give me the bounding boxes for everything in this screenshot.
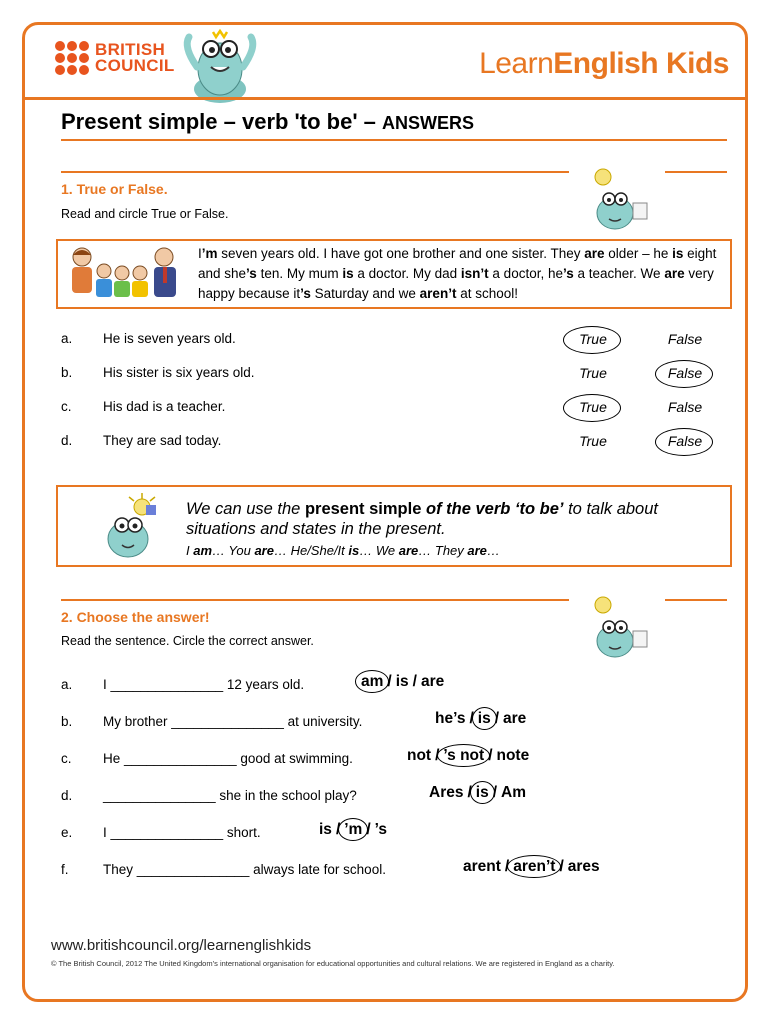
section1-story-run: a doctor, he <box>488 266 563 281</box>
answer-choice[interactable]: arent <box>463 858 501 875</box>
section2-instruction: Read the sentence. Circle the correct answer. <box>61 634 314 648</box>
tf-letter: b. <box>61 365 73 380</box>
note-post: to talk about situations and states in the present. <box>186 500 658 538</box>
section1-story-run: a teacher. We <box>573 266 665 281</box>
tf-sentence: His sister is six years old. <box>103 365 255 380</box>
answer-choices <box>429 784 526 802</box>
note-sub-run: am <box>193 543 213 558</box>
tf-question-row <box>61 399 731 421</box>
choose-question-row <box>61 823 741 847</box>
section1-story-run: ’m <box>201 246 218 261</box>
tf-letter: a. <box>61 331 73 346</box>
tf-question-row <box>61 433 731 455</box>
section1-story-run: ’s <box>300 286 311 301</box>
true-option[interactable]: True <box>579 433 607 449</box>
choice-separator: / <box>435 747 440 764</box>
choice-separator: / <box>469 710 474 727</box>
monster-lightbulb-note-icon <box>98 493 178 561</box>
choice-separator: / <box>467 784 472 801</box>
answer-choice[interactable]: are <box>420 673 445 690</box>
note-sub-run: … You <box>212 543 255 558</box>
monster-mascot-icon <box>175 27 265 107</box>
header <box>25 25 745 103</box>
section1-story-run: aren’t <box>419 286 457 301</box>
false-option[interactable]: False <box>657 433 713 449</box>
answer-choices <box>361 673 444 691</box>
section1-story-run: Saturday and we <box>310 286 420 301</box>
section1-title: 1. True or False. <box>61 181 168 197</box>
choose-question-row <box>61 860 741 884</box>
section2-divider-right <box>665 599 727 601</box>
section1-instruction: Read and circle True or False. <box>61 207 229 221</box>
false-option[interactable]: False <box>667 399 703 415</box>
choose-question-row <box>61 786 741 810</box>
answer-choices <box>435 710 526 728</box>
title-divider <box>61 139 727 141</box>
answer-choice[interactable]: note <box>496 747 530 764</box>
answer-choice[interactable]: is <box>475 784 489 801</box>
choice-separator: / <box>366 821 371 838</box>
note-sub-run: are <box>254 543 274 558</box>
answer-choice[interactable]: not <box>407 747 432 764</box>
choose-letter: f. <box>61 862 69 877</box>
section1-story-run: at school! <box>456 286 518 301</box>
answer-choice[interactable]: are <box>503 710 527 727</box>
answer-choice[interactable]: is <box>319 821 332 838</box>
tf-sentence: He is seven years old. <box>103 331 236 346</box>
answer-choice[interactable]: am <box>361 673 384 690</box>
section1-story-run: a doctor. My dad <box>353 266 461 281</box>
footer-copyright: © The British Council, 2012 The United Kingdom’s international organisation for educational opportunities and cultural relations. We are registered in England as a charity. <box>51 959 615 968</box>
note-pre: We can use the <box>186 500 305 518</box>
tf-sentence: They are sad today. <box>103 433 222 448</box>
choice-separator: / <box>387 673 392 690</box>
section1-story-run: are <box>584 246 605 261</box>
section1-story-run: seven years old. I have got one brother and one sister. They <box>217 246 585 261</box>
page-title <box>61 109 474 135</box>
choice-separator: / <box>335 821 341 838</box>
choose-question-row <box>61 749 741 773</box>
section2-divider-left <box>61 599 569 601</box>
section1-story-run: ten. My mum <box>256 266 343 281</box>
note-sub-run: are <box>398 543 419 558</box>
section1-story-run: older – he <box>604 246 673 261</box>
note-sub-run: … We <box>359 543 399 558</box>
section1-story-run: are <box>664 266 685 281</box>
choose-sentence: I _______________ 12 years old. <box>103 677 305 692</box>
tf-question-row <box>61 331 731 353</box>
footer-url[interactable]: www.britishcouncil.org/learnenglishkids <box>51 937 312 954</box>
lek-learn: Learn <box>479 47 554 80</box>
british-council-logo <box>55 41 175 75</box>
monster-lightbulb-2-icon <box>573 591 659 661</box>
answer-choice[interactable]: he’s <box>435 710 466 727</box>
note-sub-run: … He/She/It <box>273 543 349 558</box>
choose-sentence: _______________ she in the school play? <box>103 788 357 803</box>
lek-english: English <box>553 47 659 80</box>
answer-choice[interactable]: Am <box>501 784 527 801</box>
choose-letter: d. <box>61 788 73 803</box>
choice-separator: / <box>559 858 564 875</box>
choose-sentence: My brother _______________ at university. <box>103 714 363 729</box>
false-option[interactable]: False <box>657 365 713 381</box>
section1-story-run: ’s <box>562 266 574 281</box>
answer-choice[interactable]: is <box>395 673 409 690</box>
true-option[interactable]: True <box>565 331 621 347</box>
note-sub-run: is <box>348 543 360 558</box>
choose-letter: b. <box>61 714 73 729</box>
grammar-note-text <box>186 499 726 539</box>
choose-letter: c. <box>61 751 72 766</box>
worksheet-frame <box>22 22 748 1002</box>
choose-sentence: They _______________ always late for school. <box>103 862 386 877</box>
note-sub-run: … <box>486 543 500 558</box>
choice-separator: / <box>504 858 510 875</box>
answer-choices <box>407 747 529 765</box>
section1-story-run: is <box>342 266 354 281</box>
answer-choice[interactable]: is <box>477 710 491 727</box>
section1-story-run: I <box>198 246 202 261</box>
answer-choice[interactable]: ’s not <box>443 747 485 764</box>
section2-title: 2. Choose the answer! <box>61 609 210 625</box>
answer-choice[interactable]: ’m <box>344 821 363 838</box>
section1-story-run: very happy because it <box>198 266 714 301</box>
note-bold: present simple <box>304 500 422 518</box>
answer-choices <box>463 858 600 876</box>
bc-line1: BRITISH <box>95 40 166 59</box>
family-illustration-icon <box>64 245 190 305</box>
monster-lightbulb-icon <box>573 163 659 233</box>
tf-letter: d. <box>61 433 73 448</box>
note-mid: of the verb <box>421 500 515 518</box>
choose-question-row <box>61 712 741 736</box>
section1-divider-right <box>665 171 727 173</box>
lek-kids: Kids <box>665 47 729 80</box>
answer-choice[interactable]: ’s <box>374 821 388 838</box>
choice-separator: / <box>492 784 498 801</box>
note-sub-run: … They <box>418 543 468 558</box>
tf-letter: c. <box>61 399 72 414</box>
learnenglish-kids-logo <box>479 47 729 81</box>
choice-separator: / <box>488 747 493 764</box>
section1-story-run: is <box>672 246 684 261</box>
page-title-answers: ANSWERS <box>382 113 475 133</box>
choose-sentence: I _______________ short. <box>103 825 261 840</box>
choose-letter: a. <box>61 677 73 692</box>
note-sub-run: I <box>186 543 194 558</box>
note-sub-run: are <box>467 543 487 558</box>
choose-sentence: He _______________ good at swimming. <box>103 751 353 766</box>
choose-question-row <box>61 675 741 699</box>
choose-letter: e. <box>61 825 73 840</box>
answer-choice[interactable]: ares <box>567 858 600 875</box>
british-council-dots-icon <box>55 41 89 75</box>
true-option[interactable]: True <box>579 365 607 381</box>
tf-sentence: His dad is a teacher. <box>103 399 226 414</box>
section1-story-run: ’s <box>246 266 257 281</box>
choice-separator: / <box>494 710 500 727</box>
section1-divider-left <box>61 171 569 173</box>
page-title-text: Present simple – verb 'to be' – <box>61 109 376 134</box>
true-option[interactable]: True <box>565 399 621 415</box>
answer-choice[interactable]: Ares <box>429 784 464 801</box>
story-box <box>56 239 732 309</box>
false-option[interactable]: False <box>667 331 703 347</box>
answer-choice[interactable]: aren’t <box>513 858 556 875</box>
grammar-note-box <box>56 485 732 567</box>
tf-question-row <box>61 365 731 387</box>
bc-line2: COUNCIL <box>95 56 175 75</box>
section1-story-run: eight and she <box>198 246 717 281</box>
section1-story-run: isn’t <box>460 266 489 281</box>
grammar-note-forms <box>186 543 500 558</box>
answer-choices <box>319 821 387 839</box>
header-divider <box>25 97 745 100</box>
note-bold2: ‘to be’ <box>514 500 564 518</box>
story-text <box>198 244 728 304</box>
choice-separator: / <box>412 673 417 690</box>
